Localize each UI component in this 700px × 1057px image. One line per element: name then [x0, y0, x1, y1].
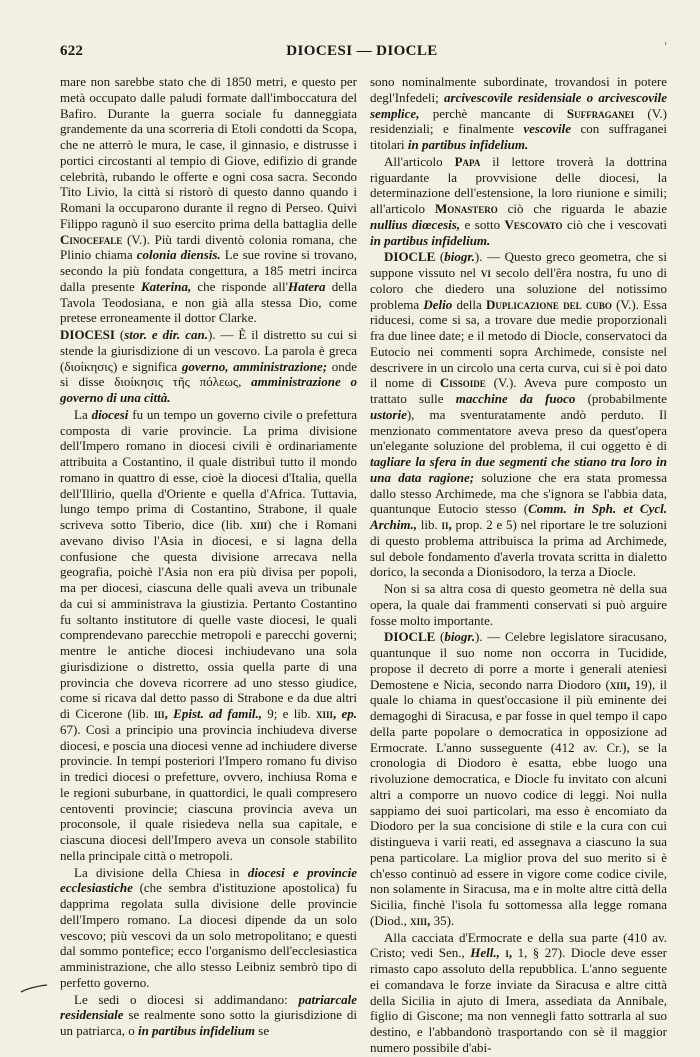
- text-run: ). — È il distretto su cui si stende la giurisdizione di un vescovo. La parola è greca (διοίκησις) e significa: [60, 327, 357, 374]
- text-run: se realmente sono sotto la giurisdizione di un patriarca, o: [60, 1007, 357, 1038]
- page-number: 622: [60, 43, 84, 59]
- text-run: in partibus infidelium.: [370, 232, 491, 248]
- text-run: 19), il quale lo chiama in quest'occasione il più eminente dei demagoghi di Siracusa, e par fosse in quel tempo il capo della parte popolare o democratica in opposizione ad Ermocrate. L'anno susseguente (412 av. Cr.), se la cronologia di Diodoro è esatta, ebbe luogo una rivoluzione democratica, e Diocle fu invitato con alcuni altri a comporre un nuovo codice di leggi. Noi nulla sappiamo dei suoi particolari, ma esso è encomiato da Diodoro per la sua concisione di stile e la cura con cui distingueva i varii reati, ed assegnava a ciascuno la sua pena particolare. La miglior prova del suo merito si è ch'esso continuò ad essere in vigore come codice civile, non solamente in Siracusa, ma e in molte altre città della Sicilia, finchè l'isola fu sottomessa alla legge romana (Diod.,: [370, 676, 667, 928]
- page-header: [60, 43, 664, 63]
- entry-category: biogr.: [444, 249, 475, 265]
- paragraph-sedi-continued: [370, 74, 667, 153]
- text-run: amministrazione o governo di una città.: [60, 374, 357, 405]
- paragraph-diocesi-history: [60, 407, 357, 864]
- text-run: ustorie: [370, 406, 407, 422]
- text-run: in partibus infidelium.: [407, 137, 529, 152]
- link-monastero: Monastero: [434, 201, 498, 216]
- text-run: sono nominalmente subordinate, trovandosi in potere degl'Infedeli;: [370, 74, 667, 105]
- text-run: prop. 2 e 5) nel riportare le tre soluzioni di questo problema attribuisca la prima ad Archimede, sul debole fondamento d'averla trovata scritta in dialetto dorico, la seconda a Dionisodoro, la terza a Diocle.: [370, 517, 667, 580]
- text-run: tagliare la sfera in due segmenti che stiano tra loro in una data ragione;: [370, 454, 667, 485]
- paragraph-church-division: [60, 865, 357, 991]
- text-run: (V.). Essa riducesi, come si sa, a trovare due medie proporzionali fra due linee date; e il metodo di Diocle, conservatoci da Eutocio nei commenti sopra Archimede, consiste nel descrivere in un circolo una certa curva, cui si è poi dato il nome di: [370, 296, 667, 391]
- text-run: 35).: [430, 912, 455, 928]
- text-run: ), ma sventuratamente andò perduto. Il menzionato commentatore aveva preso da quest'opera un'elegante soluzione del problema, il cui oggetto è di: [370, 406, 667, 454]
- text-run: vescovile: [523, 121, 571, 137]
- text-run: in partibus infidelium: [137, 1023, 256, 1038]
- text-run: della Tavola Teodosiana, e non già alla stessa Dio, come pretese erroneamente il dottor Clarke.: [60, 278, 357, 326]
- left-column: [60, 74, 357, 1040]
- text-run: (probabilmente: [575, 391, 668, 406]
- text-run: Delio: [423, 296, 453, 312]
- text-run: xiii,: [410, 912, 431, 928]
- link-cissoide: Cissoide: [439, 375, 486, 391]
- link-duplicazione-del-cubo: Duplicazione del cubo: [485, 296, 612, 312]
- text-run: Non si sa altra cosa di questo geometra nè della sua opera, la quale dai frammenti conservati si può arguire fosse molto importante.: [370, 581, 667, 628]
- text-run: se: [255, 1023, 270, 1038]
- text-run: Le sedi o diocesi si addimandano:: [74, 991, 299, 1007]
- paragraph-cross-references: [370, 154, 667, 249]
- text-run: lib.: [416, 517, 442, 532]
- text-run: La divisione della Chiesa in: [74, 864, 248, 880]
- text-run: mare non sarebbe stato che di 1850 metri, e questo per metà occupato dalle paludi formate dall'imboccatura del Bafiro. Durante la guerra sociale fu danneggiata grandemente da una scorreria di Etoli condotti da Scopa, che ne atterrò le mura, le case, il ginnasio, e distrusse i portici circostanti al tempio di Giove, edifizio di grande celebrità, rubando le offerte e ogni cosa sacra. Secondo Tito Livio, la città si ristorò di questo danno quando i Romani la occuparono durante il regno di Perseo. Quivi Filippo ragunò il suo esercito prima della battaglia delle: [60, 74, 357, 231]
- paragraph-diocle-unknown: [370, 581, 667, 628]
- text-run: (V.). Più tardi diventò colonia romana, che Plinio chiama: [60, 231, 357, 263]
- text-run: diocesi e provincie ecclesiastiche: [60, 864, 357, 896]
- text-run: xiii,: [609, 676, 631, 692]
- text-run: Hell.,: [470, 945, 500, 961]
- text-run: con suffraganei titolari: [370, 121, 667, 152]
- text-run: che risponde all': [191, 278, 288, 294]
- paragraph-sedi: [60, 992, 357, 1039]
- text-run: ii,: [441, 517, 452, 532]
- text-run: 9; e lib.: [262, 706, 316, 721]
- entry-diocesi: [60, 327, 357, 406]
- text-run: patriarcale residensiale: [60, 991, 357, 1023]
- margin-pen-mark: [20, 984, 48, 994]
- text-run: Alla cacciata d'Ermocrate e della sua parte (410 av. Cristo; vedi Sen.,: [370, 929, 667, 961]
- text-run: arcivescovile residensiale o arcivescovile semplice,: [370, 89, 667, 121]
- link-cinocefale: Cinocefale: [60, 231, 123, 247]
- text-run: ) che i Romani avevano diviso l'Asia in diocesi, e si lagna della confusione che questa divisione arrecava nella geografia, poichè l'Asia non era più divisa per popoli, ma per diocesi, ciascuna delle quali aveva un tribunale da cui si amministrava la giustizia. Pertanto Costantino fu soltanto institutore di quelle vaste diocesi, le quali comprendevano parecchie metropoli e parecchi governi; mentre le antiche diocesi inchiudevano una sola giurisdizione o distretto, ossia quella parte di una provincia che doveva ricorrere ad uno stesso giudice, come si ricava dal detto passo di Strabone e da due altri di Cicerone (lib.: [60, 517, 357, 721]
- text-run: i,: [505, 945, 513, 961]
- entry-category: stor. e dir. can.: [124, 327, 208, 342]
- link-papa: Papa: [454, 153, 481, 169]
- entry-category: biogr.: [444, 629, 476, 645]
- text-run: vi: [480, 265, 491, 280]
- running-title: DIOCESI — DIOCLE: [286, 43, 438, 59]
- text-run: Comm. in Sph. et Cycl. Archim.,: [370, 501, 667, 532]
- text-run: (: [435, 249, 445, 265]
- link-vescovato: Vescovato: [504, 216, 563, 232]
- text-run: ). — Questo greco geometra, che si suppone vissuto nel: [370, 249, 667, 280]
- text-run: ciò che riguarda le abazie: [497, 201, 667, 216]
- text-run: (V.) residenziali; e finalmente: [370, 105, 667, 137]
- text-run: diocesi: [91, 406, 129, 422]
- right-column: [370, 74, 667, 1057]
- text-run: (: [114, 327, 125, 342]
- link-suffraganei: Suffraganei: [566, 105, 635, 121]
- text-run: ). — Celebre legislatore siracusano, quantunque il suo nome non occorra in Tucidide, propose il decreto di porre a morte i generali ateniesi Demostene e Nicia, secondo narra Diodoro (: [370, 629, 667, 692]
- text-run: xiii,: [315, 706, 337, 721]
- text-run: secolo dell'êra nostra, fu uno di coloro che diedero una soluzione del notissimo problema: [370, 265, 667, 312]
- text-run: Epist. ad famil.,: [173, 706, 263, 721]
- text-run: colonia diensis.: [136, 247, 221, 263]
- text-run: All'articolo: [384, 153, 455, 169]
- text-run: della: [452, 296, 486, 312]
- entry-diocle-geometra: [370, 249, 667, 580]
- text-run: 67). Così a principio una provincia inchiudeva diverse diocesi, e poscia una diocesi venne ad inchiudere diverse provincie. In tempi posteriori l'Impero romano fu diviso in tredici diocesi o prefetture, ovvero, inchiusa Roma e le regioni suburbane, in quattordici, le quali compresero centoventi provincie; ciascuna provincia aveva un proconsole, il quale risiedeva nella sua capitale, e ciascuna diocesi dell'Impero aveva un console stabilito nella principale città o metropoli.: [60, 721, 357, 863]
- text-run: il lettore troverà la dottrina riguardante la provvisione delle diocesi, la determinazione dell'estensione, la loro riunione e simili; all'articolo: [370, 153, 667, 216]
- text-run: ciò che i vescovati: [562, 216, 667, 232]
- text-run: (: [435, 629, 445, 645]
- text-run: Hatera: [287, 278, 326, 294]
- text-run: soluzione che era stata promessa dallo stesso Archimede, ma che s'ignora se l'abbia data, quantunque Eutocio stesso (: [370, 469, 667, 517]
- entry-heading-diocle: DIOCLE: [384, 249, 436, 265]
- text-run: onde si disse διοίκησις τῆς πόλεως,: [60, 358, 357, 390]
- text-run: Le sue rovine si trovano, secondo la più fondata congettura, a 185 metri incirca dalla presente: [60, 247, 357, 294]
- text-run: fu un tempo un governo civile o prefettura composta di varie provincie. La prima divisione dell'Impero romano in diocesi civili è ordinariamente attribuita a Costantino, il quale distribuì tutto il mondo romano in quattro di esse, cioè la diocesi d'Italia, quella dell'Illirio, quella d'Oriente e quella d'Africa. Tuttavia, lungo tempo prima di Costantino, Strabone, il quale scriveva sotto Tiberio, dice (lib.: [60, 406, 357, 532]
- paragraph-ermocrate: [370, 930, 667, 1056]
- text-run: governo, amministrazione;: [181, 358, 328, 374]
- text-run: xiii: [250, 517, 268, 532]
- entry-heading-diocle: DIOCLE: [384, 629, 436, 645]
- text-run: macchine da fuoco: [455, 391, 576, 406]
- text-run: Katerina,: [140, 278, 192, 294]
- paragraph-dio-continued: [60, 74, 357, 326]
- text-run: nullius diœcesis,: [370, 216, 461, 232]
- entry-heading-diocesi: DIOCESI: [60, 327, 115, 342]
- text-run: (che sembra d'istituzione apostolica) fu dapprima regolata sulla divisione delle provincie dell'Impero romano. La diocesi dipende da un solo vescovo; più vescovi da un solo metropolitano; e questi dal sommo pontefice; ecco l'organismo dell'ecclesiastica amministrazione, che allo stesso Leibniz sembrò tipo di perfetto governo.: [60, 880, 357, 990]
- text-run: perchè mancante di: [419, 105, 567, 121]
- text-run: iii,: [154, 706, 168, 721]
- text-run: La: [74, 406, 92, 422]
- entry-diocle-legislatore: [370, 629, 667, 928]
- text-run: 1, § 27). Diocle deve esser rimasto capo assoluto della repubblica. L'anno seguente ei comandava le forze inviate da Siracusa e altre città della Sicilia in ajuto di Imera, assediata da Annibale, figlio di Giscone; ma non vennegli fatto sottrarla al suo destino, e l'abbandonò trasportando con sè il maggior numero possibile d'abi-: [370, 945, 667, 1055]
- text-run: e sotto: [460, 216, 505, 232]
- corner-mark: ': [664, 40, 668, 54]
- text-run: (V.). Aveva pure composto un trattato sulle: [370, 375, 667, 406]
- text-run: ep.: [341, 706, 358, 721]
